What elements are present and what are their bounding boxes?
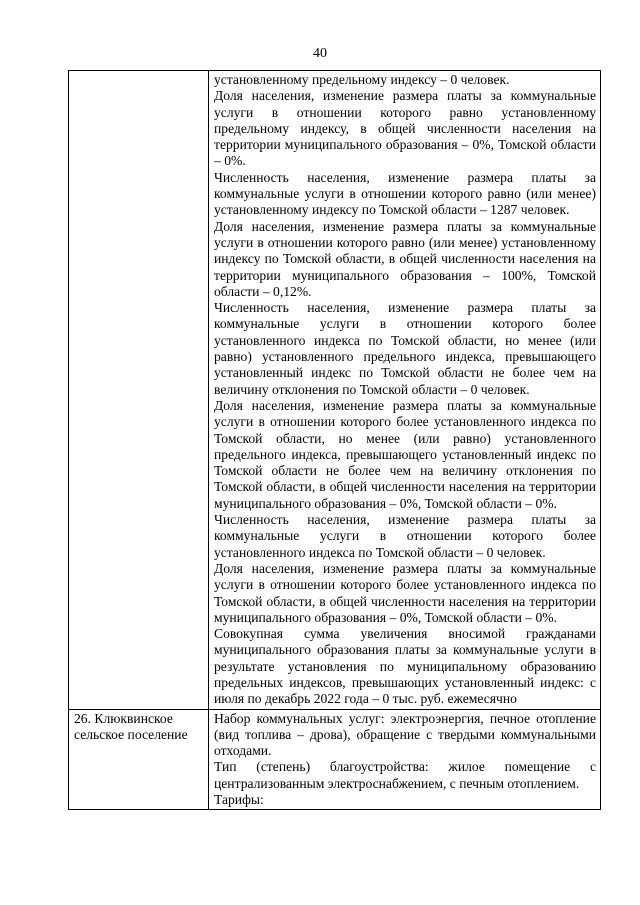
paragraph: Тарифы: — [214, 792, 264, 808]
paragraph: Тип (степень) благоустройства: жилое помещение с централизованным электроснабжением, с печным отоплением. — [214, 759, 596, 791]
paragraph: установленному предельному индексу – 0 человек. — [214, 72, 510, 87]
paragraph: Доля населения, изменение размера платы за коммунальные услуги в отношении которого равно установленному предельному индексу, в общей численности населения на территории муниципального образования – 0%, Томской области – 0%. — [214, 88, 596, 169]
paragraph: Численность населения, изменение размера платы за коммунальные услуги в отношении которого равно (или менее) установленному индексу по Томской области – 1287 человек. — [214, 169, 596, 218]
paragraph: Доля населения, изменение размера платы за коммунальные услуги в отношении которого более установленного индекса по Томской области, но менее (или равно) установленного предельного индекса, превышающего установленный индекс по Томской области не более чем на величину отклонения по Томской области, в общей численности населения на территории муниципального образования – 0%, Томской области – 0%. — [214, 397, 596, 511]
table-row — [69, 709, 601, 810]
municipality-cell — [69, 71, 209, 710]
paragraph: Доля населения, изменение размера платы за коммунальные услуги в отношении которого равно (или менее) установленному индексу по Томской области, в общей численности населения на территории муниципального образования – 100%, Томской области – 0,12%. — [214, 218, 596, 299]
municipality-cell: 26. Клюквинское сельское поселение — [69, 709, 209, 810]
paragraph: Совокупная сумма увеличения вносимой гражданами муниципального образования платы за коммунальные услуги в результате установления по муниципальному образованию предельных индексов, превышающих установленный индекс: с июля по декабрь 2022 года – 0 тыс. руб. ежемесячно — [214, 626, 596, 707]
paragraph: Набор коммунальных услуг: электроэнергия, печное отопление (вид топлива – дрова), обращение с твердыми коммунальными отходами. — [214, 710, 596, 759]
document-table — [68, 70, 601, 810]
paragraph: Доля населения, изменение размера платы за коммунальные услуги в отношении которого более установленного индекса по Томской области, в общей численности населения на территории муниципального образования – 0%, Томской области – 0%. — [214, 560, 596, 625]
indicators-cell — [209, 709, 601, 810]
indicators-cell — [209, 71, 601, 710]
page-number: 40 — [313, 46, 327, 61]
paragraph: Численность населения, изменение размера платы за коммунальные услуги в отношении которого более установленного индекса по Томской области – 0 человек. — [214, 512, 596, 560]
table-row — [69, 71, 601, 710]
paragraph: Численность населения, изменение размера платы за коммунальные услуги в отношении которого более установленного индекса по Томской области, но менее (или равно) установленного предельного индекса, превышающего установленный индекс по Томской области не более чем на величину отклонения по Томской области – 0 человек. — [214, 300, 596, 397]
